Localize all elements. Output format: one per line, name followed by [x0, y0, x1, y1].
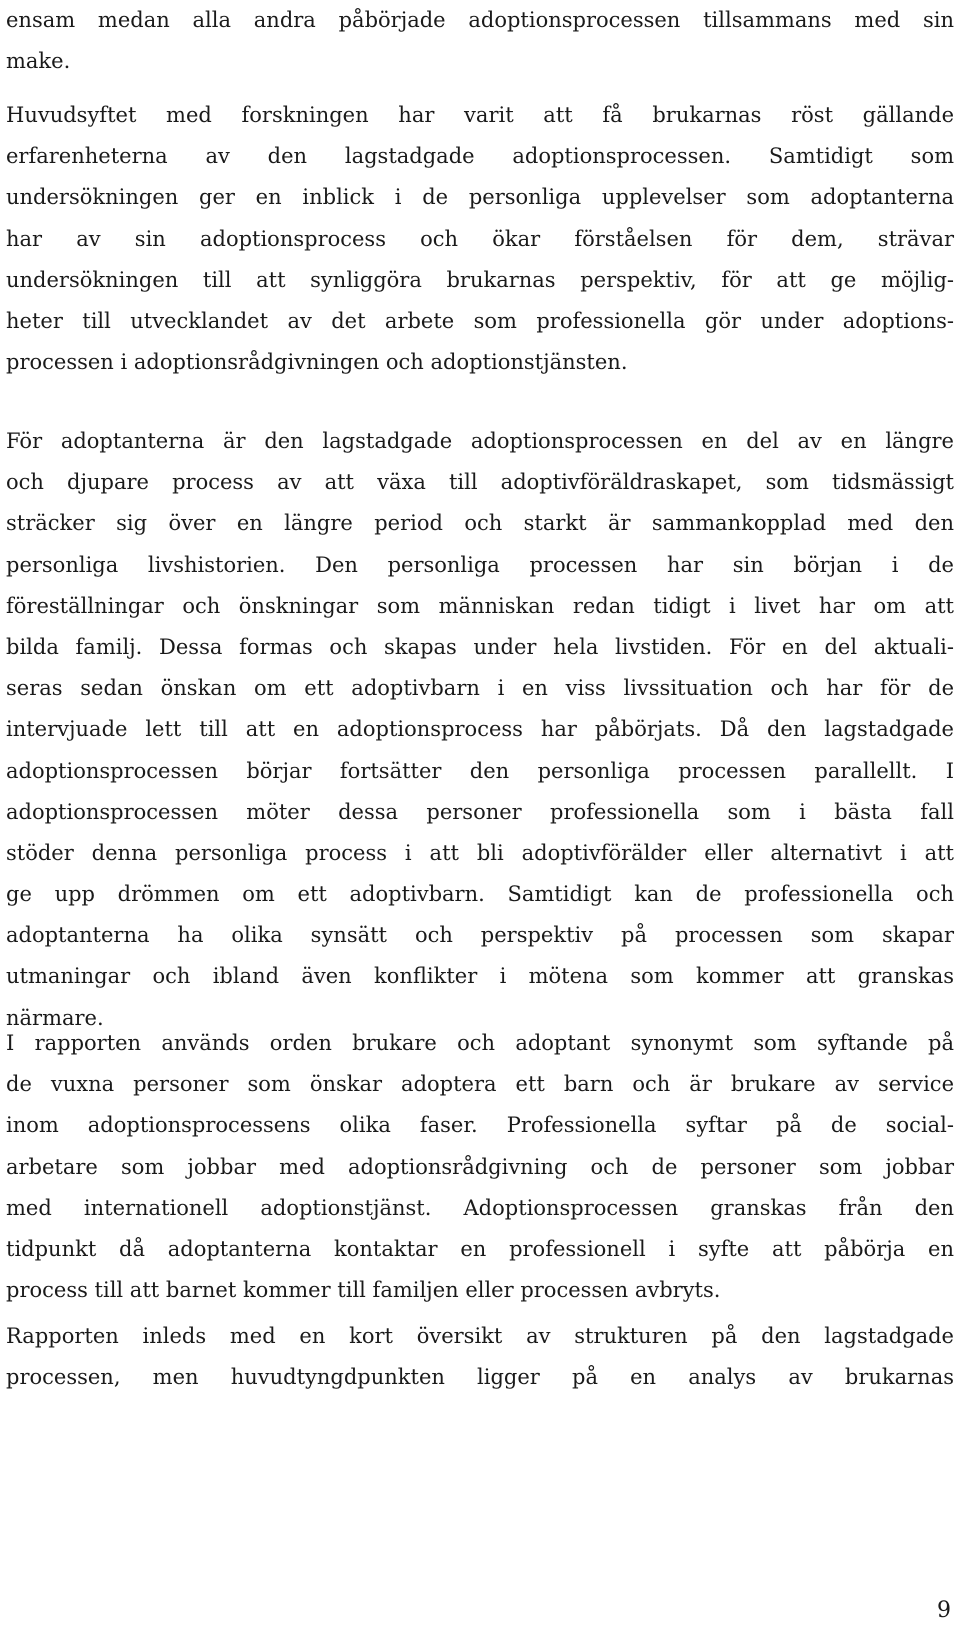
text-line: sträcker sig över en längre period och starkt är sammankopplad med den: [6, 511, 954, 536]
text-line: tidpunkt då adoptanterna kontaktar en professionell i syfte att påbörja en: [6, 1236, 954, 1261]
text-line: heter till utvecklandet av det arbete som professionella gör under adoptions-: [6, 308, 954, 333]
text-line: adoptionsprocessen börjar fortsätter den personliga processen parallellt. I: [6, 758, 954, 783]
text-line: stöder denna personliga process i att bli adoptivförälder eller alternativt i att: [6, 840, 954, 865]
paragraph-1: [6, 0, 954, 82]
text-line: intervjuade lett till att en adoptionsprocess har påbörjats. Då den lagstadgade: [6, 717, 954, 742]
text-line: utmaningar och ibland även konflikter i mötena som kommer att granskas: [6, 964, 954, 989]
text-line: har av sin adoptionsprocess och ökar förståelsen för dem, strävar: [6, 226, 954, 251]
text-line: Huvudsyftet med forskningen har varit att få brukarnas röst gällande: [6, 103, 954, 127]
text-line: med internationell adoptionstjänst. Adoptionsprocessen granskas från den: [6, 1195, 954, 1220]
text-line: arbetare som jobbar med adoptionsrådgivning och de personer som jobbar: [6, 1154, 954, 1179]
text-line: För adoptanterna är den lagstadgade adoptionsprocessen en del av en längre: [6, 429, 954, 453]
text-line: adoptionsprocessen möter dessa personer professionella som i bästa fall: [6, 799, 954, 824]
text-line: process till att barnet kommer till familjen eller processen avbryts.: [6, 1278, 721, 1303]
text-line: processen i adoptionsrådgivningen och adoptionstjänsten.: [6, 350, 628, 375]
text-line: bilda familj. Dessa formas och skapas under hela livstiden. För en del aktuali-: [6, 634, 954, 659]
text-line: föreställningar och önskningar som människan redan tidigt i livet har om att: [6, 593, 954, 618]
text-line: undersökningen ger en inblick i de personliga upplevelser som adoptanterna: [6, 185, 954, 210]
text-line: närmare.: [6, 1005, 104, 1030]
text-line: I rapporten används orden brukare och adoptant synonymt som syftande på: [6, 1031, 954, 1055]
text-line: Rapporten inleds med en kort översikt av strukturen på den lagstadgade: [6, 1324, 954, 1348]
paragraph-5: [6, 1316, 954, 1398]
text-line: personliga livshistorien. Den personliga processen har sin början i de: [6, 552, 954, 577]
text-line: inom adoptionsprocessens olika faser. Professionella syftar på de social-: [6, 1113, 954, 1138]
paragraph-3: [6, 421, 954, 1039]
text-line: ge upp drömmen om ett adoptivbarn. Samtidigt kan de professionella och: [6, 882, 954, 907]
text-line: adoptanterna ha olika synsätt och perspektiv på processen som skapar: [6, 923, 954, 948]
text-line: undersökningen till att synliggöra brukarnas perspektiv, för att ge möjlig-: [6, 267, 954, 292]
text-line: de vuxna personer som önskar adoptera ett barn och är brukare av service: [6, 1072, 954, 1097]
paragraph-4: [6, 1023, 954, 1311]
text-line: erfarenheterna av den lagstadgade adoptionsprocessen. Samtidigt som: [6, 144, 954, 169]
text-line: processen, men huvudtyngdpunkten ligger på en analys av brukarnas: [6, 1365, 954, 1390]
paragraph-2: [6, 95, 954, 383]
text-line: seras sedan önskan om ett adoptivbarn i en viss livssituation och har för de: [6, 676, 954, 701]
page-number: 9: [937, 1598, 951, 1623]
text-line: ensam medan alla andra påbörjade adoptionsprocessen tillsammans med sin: [6, 8, 954, 32]
text-line: make.: [6, 49, 71, 74]
text-line: och djupare process av att växa till adoptivföräldraskapet, som tidsmässigt: [6, 470, 954, 495]
